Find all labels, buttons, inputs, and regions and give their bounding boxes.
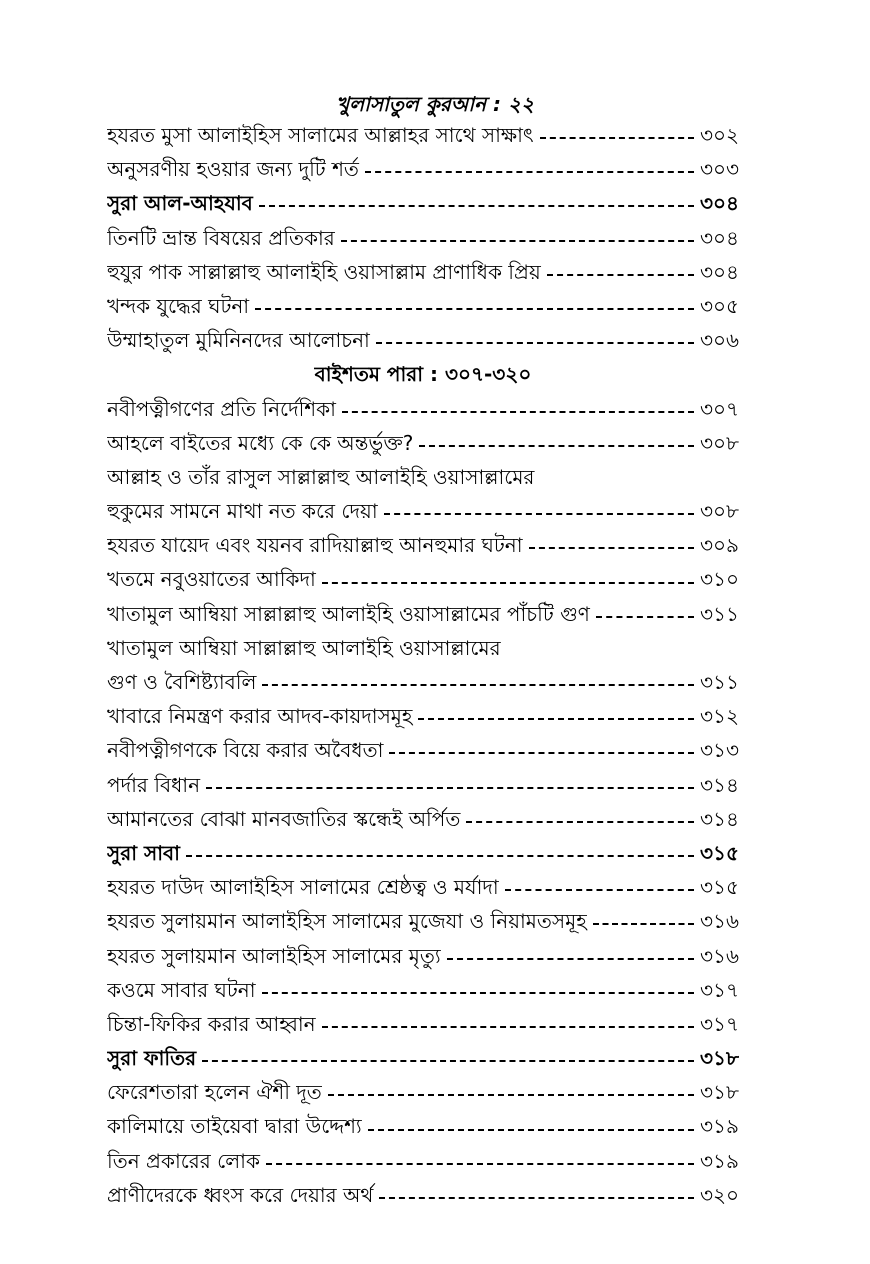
toc-entry <box>107 323 739 357</box>
toc-page-number: ৩১৫ <box>700 840 739 865</box>
dot-leader <box>266 1163 694 1165</box>
dot-leader <box>466 821 694 823</box>
toc-entry <box>107 152 739 186</box>
toc-page-number: ৩১৮ <box>700 1046 739 1071</box>
toc-entry <box>107 255 739 289</box>
toc-page-number: ৩১৪ <box>700 806 739 831</box>
section-heading <box>107 357 739 391</box>
dot-leader <box>341 240 694 242</box>
surah-entry <box>107 186 739 220</box>
running-header: খুলাসাতুল কুরআন : ২২ <box>336 92 534 116</box>
toc-entry <box>107 597 739 631</box>
surah-entry <box>107 836 739 870</box>
dot-leader <box>379 1197 694 1199</box>
table-of-contents <box>107 118 739 1212</box>
toc-page-number: ৩১৩ <box>700 738 739 763</box>
dot-leader <box>419 445 694 447</box>
toc-entry-title: প্রাণীদেরকে ধ্বংস করে দেয়ার অর্থ <box>107 1182 374 1207</box>
toc-page-number: ৩০৮ <box>700 499 739 524</box>
toc-entry-title: আমানতের বোঝা মানবজাতির স্কন্ধেই অর্পিত <box>107 806 461 831</box>
toc-entry <box>107 1109 739 1143</box>
toc-entry <box>107 528 739 562</box>
toc-entry-title: ফেরেশতারা হলেন ঐশী দূত <box>107 1080 322 1105</box>
toc-entry <box>107 426 739 460</box>
toc-entry-continued-line <box>107 631 739 665</box>
toc-entry-title: হযরত সুলায়মান আলাইহিস সালামের মৃত্যু <box>107 943 441 968</box>
toc-entry-title: হুকুমের সামনে মাথা নত করে দেয়া <box>107 499 378 524</box>
dot-leader <box>342 411 694 413</box>
dot-leader <box>547 274 694 276</box>
toc-page-number: ৩১৪ <box>700 772 739 797</box>
toc-page-number: ৩০৭ <box>699 396 739 421</box>
toc-page-number: ৩১৯ <box>700 1114 739 1139</box>
dot-leader <box>186 855 694 857</box>
toc-entry <box>107 1178 739 1212</box>
toc-entry-title: উম্মাহাতুল মুমিনিনদের আলোচনা <box>107 328 370 353</box>
toc-page-number: ৩১৮ <box>700 1080 739 1105</box>
dot-leader <box>202 1060 694 1062</box>
toc-entry <box>107 904 739 938</box>
toc-page-number: ৩০৫ <box>700 293 739 318</box>
toc-entry <box>107 118 739 152</box>
dot-leader <box>322 582 694 584</box>
dot-leader <box>255 308 694 310</box>
toc-entry <box>107 973 739 1007</box>
dot-leader <box>596 616 694 618</box>
toc-entry-title: আল্লাহ ও তাঁর রাসুল সাল্লাল্লাহু আলাইহি ওয়াসাল্লামের <box>107 464 535 489</box>
toc-entry-title: হযরত যায়েদ এবং যয়নব রাদিয়াল্লাহু আনহুমার ঘটনা <box>107 533 523 558</box>
toc-entry-title: তিন প্রকারের লোক <box>107 1148 260 1173</box>
toc-page-number: ৩১২ <box>700 704 739 729</box>
toc-entry-title: খাতামুল আম্বিয়া সাল্লাল্লাহু আলাইহি ওয়াসাল্লামের পাঁচটি গুণ <box>107 601 590 626</box>
toc-entry-title: নবীপত্নীগণের প্রতি নির্দেশিকা <box>107 396 336 421</box>
toc-entry-title: হযরত সুলায়মান আলাইহিস সালামের মুজেযা ও নিয়ামতসমূহ <box>107 909 587 934</box>
dot-leader <box>593 923 694 925</box>
toc-page-number: ৩০৪ <box>700 191 739 216</box>
toc-entry-title: কওমে সাবার ঘটনা <box>107 977 256 1002</box>
toc-entry-title: পর্দার বিধান <box>107 772 201 797</box>
toc-page-number: ৩১৯ <box>700 1148 739 1173</box>
dot-leader <box>206 787 694 789</box>
toc-entry <box>107 1144 739 1178</box>
toc-entry <box>107 802 739 836</box>
dot-leader <box>540 137 694 139</box>
toc-entry <box>107 289 739 323</box>
toc-entry-continued-line <box>107 460 739 494</box>
dot-leader <box>322 1026 694 1028</box>
toc-page-number: ৩১০ <box>700 567 739 592</box>
dot-leader <box>505 889 694 891</box>
toc-entry-title: হযরত মুসা আলাইহিস সালামের আল্লাহর সাথে সাক্ষাৎ <box>107 123 534 147</box>
toc-entry-title: খাতামুল আম্বিয়া সাল্লাল্লাহু আলাইহি ওয়াসাল্লামের <box>107 635 501 660</box>
dot-leader <box>259 205 694 207</box>
toc-entry <box>107 939 739 973</box>
toc-entry <box>107 392 739 426</box>
toc-entry-title: বাইশতম পারা : ৩০৭-৩২০ <box>314 362 532 387</box>
toc-entry-title: হুযুর পাক সাল্লাল্লাহু আলাইহি ওয়াসাল্লাম প্রাণাধিক প্রিয় <box>107 259 541 284</box>
toc-entry-title: আহলে বাইতের মধ্যে কে কে অন্তর্ভুক্ত? <box>107 430 414 455</box>
toc-page-number: ৩০৩ <box>699 157 739 182</box>
toc-page-number: ৩১৭ <box>700 1011 739 1036</box>
toc-entry <box>107 1007 739 1041</box>
dot-leader <box>447 958 694 960</box>
dot-leader <box>328 1094 694 1096</box>
toc-entry-title: অনুসরণীয় হওয়ার জন্য দুটি শর্ত <box>107 157 359 182</box>
dot-leader <box>368 1129 694 1131</box>
toc-entry <box>107 699 739 733</box>
toc-page-number: ৩১১ <box>700 601 739 626</box>
toc-entry <box>107 1075 739 1109</box>
toc-entry-title: গুণ ও বৈশিষ্ট্যাবলি <box>107 670 257 694</box>
toc-entry-title: সুরা সাবা <box>107 840 180 865</box>
toc-page-number: ৩০৯ <box>700 533 739 558</box>
dot-leader <box>529 547 695 549</box>
toc-entry-title: কালিমায়ে তাইয়েবা দ্বারা উদ্দেশ্য <box>107 1114 362 1139</box>
toc-page-number: ৩০২ <box>699 123 739 147</box>
dot-leader <box>262 992 694 994</box>
toc-page-number: ৩১৬ <box>700 909 739 934</box>
toc-entry-title: খন্দক যুদ্ধের ঘটনা <box>107 293 250 318</box>
dot-leader <box>262 684 694 686</box>
toc-page-number: ৩১৬ <box>700 943 739 968</box>
toc-page-number: ৩০৮ <box>700 430 739 455</box>
toc-page-number: ৩০৪ <box>700 225 739 250</box>
toc-page-number: ৩০৪ <box>700 259 739 284</box>
toc-entry-title: তিনটি ভ্রান্ত বিষয়ের প্রতিকার <box>107 225 335 250</box>
toc-entry <box>107 870 739 904</box>
toc-entry-title: খাবারে নিমন্ত্রণ করার আদব-কায়দাসমূহ <box>107 704 413 729</box>
toc-entry-title: হযরত দাউদ আলাইহিস সালামের শ্রেষ্ঠত্ব ও মর্যাদা <box>107 875 499 900</box>
toc-entry-title: খতমে নবুওয়াতের আকিদা <box>107 567 316 592</box>
dot-leader <box>389 752 694 754</box>
toc-entry <box>107 221 739 255</box>
toc-entry <box>107 665 739 699</box>
toc-entry <box>107 494 739 528</box>
toc-page-number: ৩১৭ <box>700 977 739 1002</box>
toc-entry-title: সুরা ফাতির <box>107 1046 197 1071</box>
toc-entry-title: চিন্তা-ফিকির করার আহ্বান <box>107 1011 316 1036</box>
toc-entry <box>107 562 739 596</box>
dot-leader <box>376 342 694 344</box>
dot-leader <box>418 718 694 720</box>
toc-entry <box>107 733 739 767</box>
toc-page-number: ৩০৬ <box>699 328 739 353</box>
dot-leader <box>365 171 694 173</box>
toc-page-number: ৩১৫ <box>700 875 739 900</box>
dot-leader <box>384 513 694 515</box>
toc-page-number: ৩২০ <box>699 1182 739 1207</box>
toc-page-number: ৩১১ <box>700 670 739 694</box>
toc-entry <box>107 768 739 802</box>
toc-entry-title: সুরা আল-আহযাব <box>107 191 253 216</box>
toc-entry-title: নবীপত্নীগণকে বিয়ে করার অবৈধতা <box>107 738 384 763</box>
surah-entry <box>107 1041 739 1075</box>
